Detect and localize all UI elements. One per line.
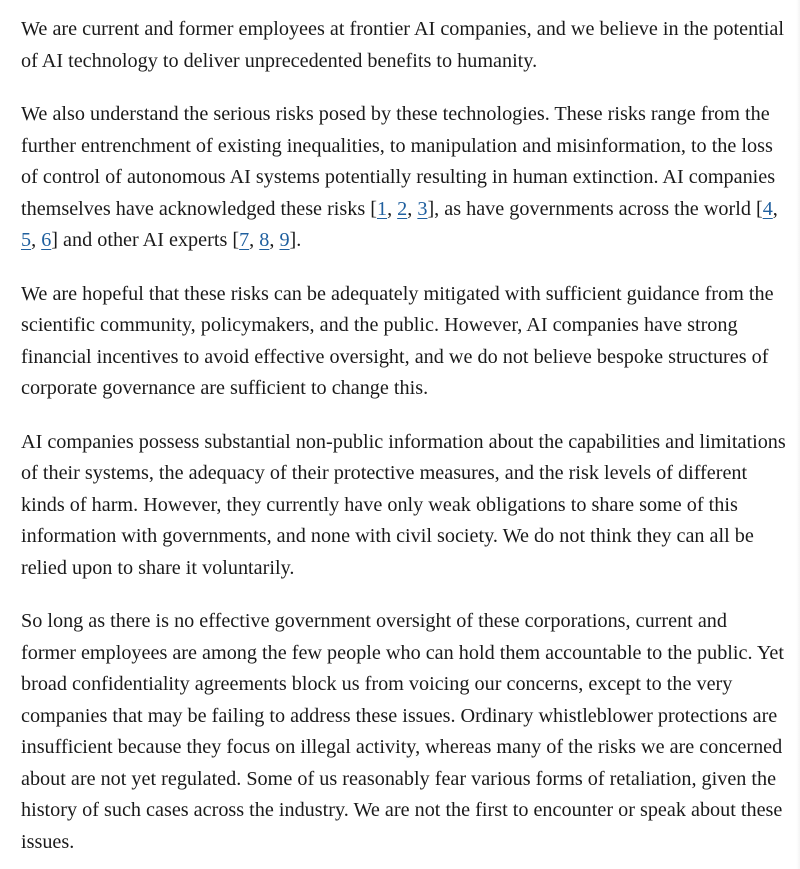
paragraph-oversight: So long as there is no effective government oversight of these corporations, current and former employees are among the few people who can hold them accountable to the public. Yet broad confidentiality agreements block us from voicing our concerns, except to the very companies that may be failing to address these issues. Ordinary whistleblower protections are insufficient because they focus on illegal activity, whereas many of the risks we are concerned about are not yet regulated. Some of us reasonably fear various forms of retaliation, given the history of such cases across the industry. We are not the first to encounter or speak about these issues. <box>21 610 784 853</box>
paragraph-risks-text-2: ], as have governments across the world [ <box>427 197 763 220</box>
paragraph-information: AI companies possess substantial non-public information about the capabilities and limitations of their systems, the adequacy of their protective measures, and the risk levels of different kinds of harm. However, they currently have only weak obligations to share some of this information with governments, and none with civil society. We do not think they can all be relied upon to share it voluntarily. <box>21 430 786 579</box>
reference-link-1[interactable]: 1 <box>376 197 388 220</box>
reference-link-6[interactable]: 6 <box>41 229 52 251</box>
paragraph-risks-text-1: We also understand the serious risks posed by these technologies. These risks range from the further entrenchment of existing inequalities, to manipulation and misinformation, to the loss of control of autonomous AI systems potentially resulting in human extinction. AI companies themselves have acknowledged these risks [ <box>21 103 776 220</box>
reference-link-9[interactable]: 9 <box>279 229 290 251</box>
reference-link-4[interactable]: 4 <box>762 197 773 220</box>
reference-link-2[interactable]: 2 <box>397 197 408 220</box>
article-body <box>21 14 786 858</box>
paragraph-risks <box>21 99 786 257</box>
page-edge-shadow <box>796 0 800 869</box>
reference-separator: , <box>772 197 778 220</box>
paragraph-intro: We are current and former employees at frontier AI companies, and we believe in the potential of AI technology to deliver unprecedented benefits to humanity. <box>21 18 784 72</box>
reference-link-7[interactable]: 7 <box>239 229 250 251</box>
reference-separator: , <box>31 229 42 251</box>
reference-link-5[interactable]: 5 <box>21 229 32 251</box>
paragraph-mitigation: We are hopeful that these risks can be adequately mitigated with sufficient guidance from the scientific community, policymakers, and the public. However, AI companies have strong financial incentives to avoid effective oversight, and we do not believe bespoke structures of corporate governance are sufficient to change this. <box>21 282 774 399</box>
reference-link-3[interactable]: 3 <box>417 197 428 220</box>
reference-link-8[interactable]: 8 <box>259 229 270 251</box>
paragraph-risks-text-4: ]. <box>289 229 302 251</box>
reference-separator: , <box>407 197 418 220</box>
reference-separator: , <box>387 197 398 220</box>
reference-separator: , <box>249 229 260 251</box>
reference-separator: , <box>269 229 280 251</box>
paragraph-risks-text-3: ] and other AI experts [ <box>51 229 240 251</box>
